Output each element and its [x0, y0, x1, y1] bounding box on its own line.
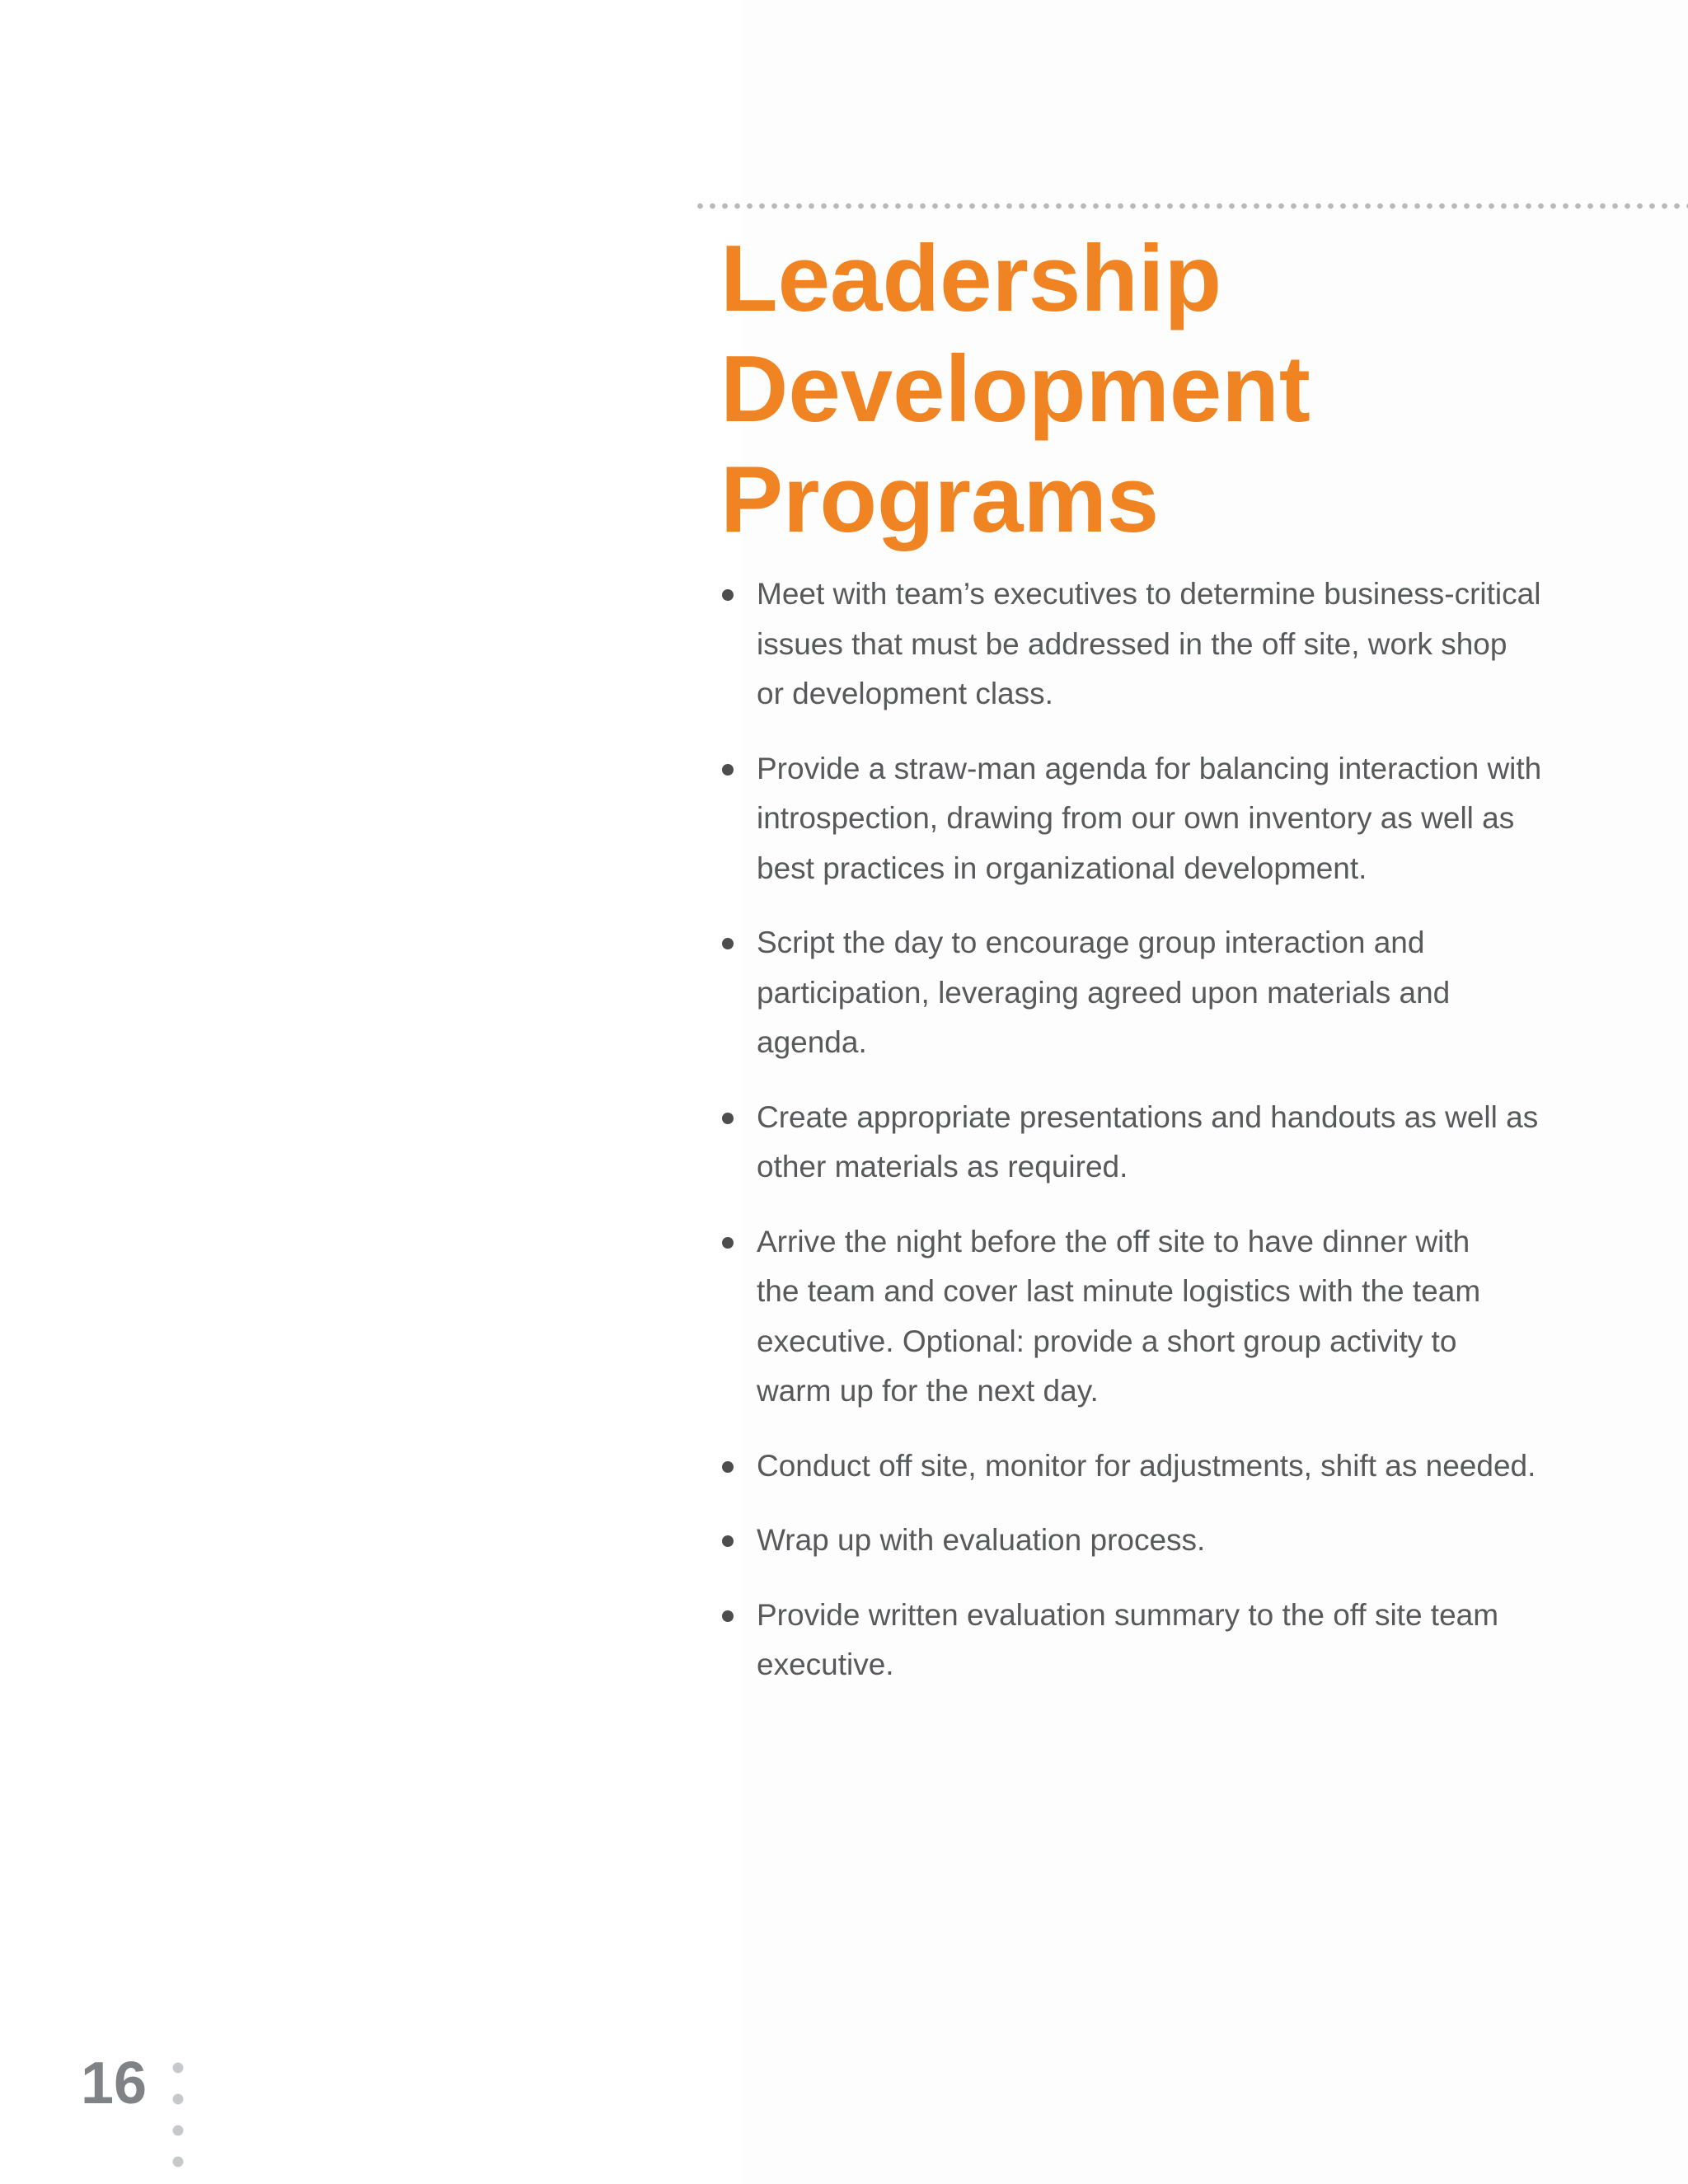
bullet-dot-icon — [722, 1610, 734, 1622]
bullet-line: other materials as required. — [757, 1150, 1128, 1183]
title-line: Development — [720, 337, 1311, 442]
bullet-line: Create appropriate presentations and handouts as well as — [757, 1099, 1539, 1134]
bullet-dot-icon — [722, 1237, 734, 1249]
title-line: Programs — [720, 448, 1160, 552]
bullet-text — [757, 1441, 1675, 1492]
bullet-item — [719, 744, 1675, 894]
bullet-list — [719, 569, 1675, 1715]
bullet-line: executive. Optional: provide a short group activity to — [757, 1324, 1457, 1358]
bullet-line: Arrive the night before the off site to have dinner with — [757, 1224, 1470, 1258]
bullet-line: issues that must be addressed in the off site, work shop — [757, 626, 1507, 661]
bullet-line: or development class. — [757, 677, 1053, 710]
bullet-dot-icon — [722, 764, 734, 776]
bullet-line: Provide a straw-man agenda for balancing interaction with — [757, 751, 1542, 785]
bullet-item — [719, 1093, 1675, 1193]
page-number: 16 — [81, 2050, 148, 2116]
bullet-item — [719, 1516, 1675, 1566]
bullet-line: participation, leveraging agreed upon materials and — [757, 975, 1451, 1010]
bullet-text — [757, 918, 1675, 1068]
bullet-line: introspection, drawing from our own inventory as well as — [757, 801, 1515, 835]
bullet-dot-icon — [722, 938, 734, 949]
bullet-line: agenda. — [757, 1025, 867, 1059]
bullet-line: the team and cover last minute logistics with the team — [757, 1274, 1481, 1308]
bullet-line: Conduct off site, monitor for adjustments, shift as needed. — [757, 1448, 1536, 1483]
bullet-item — [719, 1217, 1675, 1417]
bullet-line: Provide written evaluation summary to the off site team — [757, 1597, 1499, 1632]
bullet-dot-icon — [722, 1113, 734, 1124]
bullet-line: Wrap up with evaluation process. — [757, 1523, 1206, 1557]
bullet-line: executive. — [757, 1647, 894, 1681]
bullet-text — [757, 1591, 1675, 1690]
bullet-line: Script the day to encourage group interaction and — [757, 926, 1425, 959]
bullet-text — [757, 569, 1675, 719]
title-line: Leadership — [720, 227, 1222, 331]
bullet-item — [719, 569, 1675, 719]
dotted-divider — [694, 203, 1688, 209]
bullet-text — [757, 1093, 1675, 1193]
bullet-line: best practices in organizational development. — [757, 851, 1367, 885]
bullet-text — [757, 1516, 1675, 1566]
bullet-dot-icon — [722, 1461, 734, 1473]
bullet-dot-icon — [722, 1535, 734, 1547]
bullet-dot-icon — [722, 589, 734, 601]
bullet-item — [719, 918, 1675, 1068]
bullet-text — [757, 744, 1675, 894]
page-title — [720, 224, 1311, 555]
bullet-line: Meet with team’s executives to determine business-critical — [757, 577, 1541, 611]
bullet-text — [757, 1217, 1675, 1417]
bullet-item — [719, 1441, 1675, 1492]
bullet-item — [719, 1591, 1675, 1690]
bullet-line: warm up for the next day. — [757, 1374, 1099, 1408]
page-number-dots — [172, 2052, 184, 2184]
